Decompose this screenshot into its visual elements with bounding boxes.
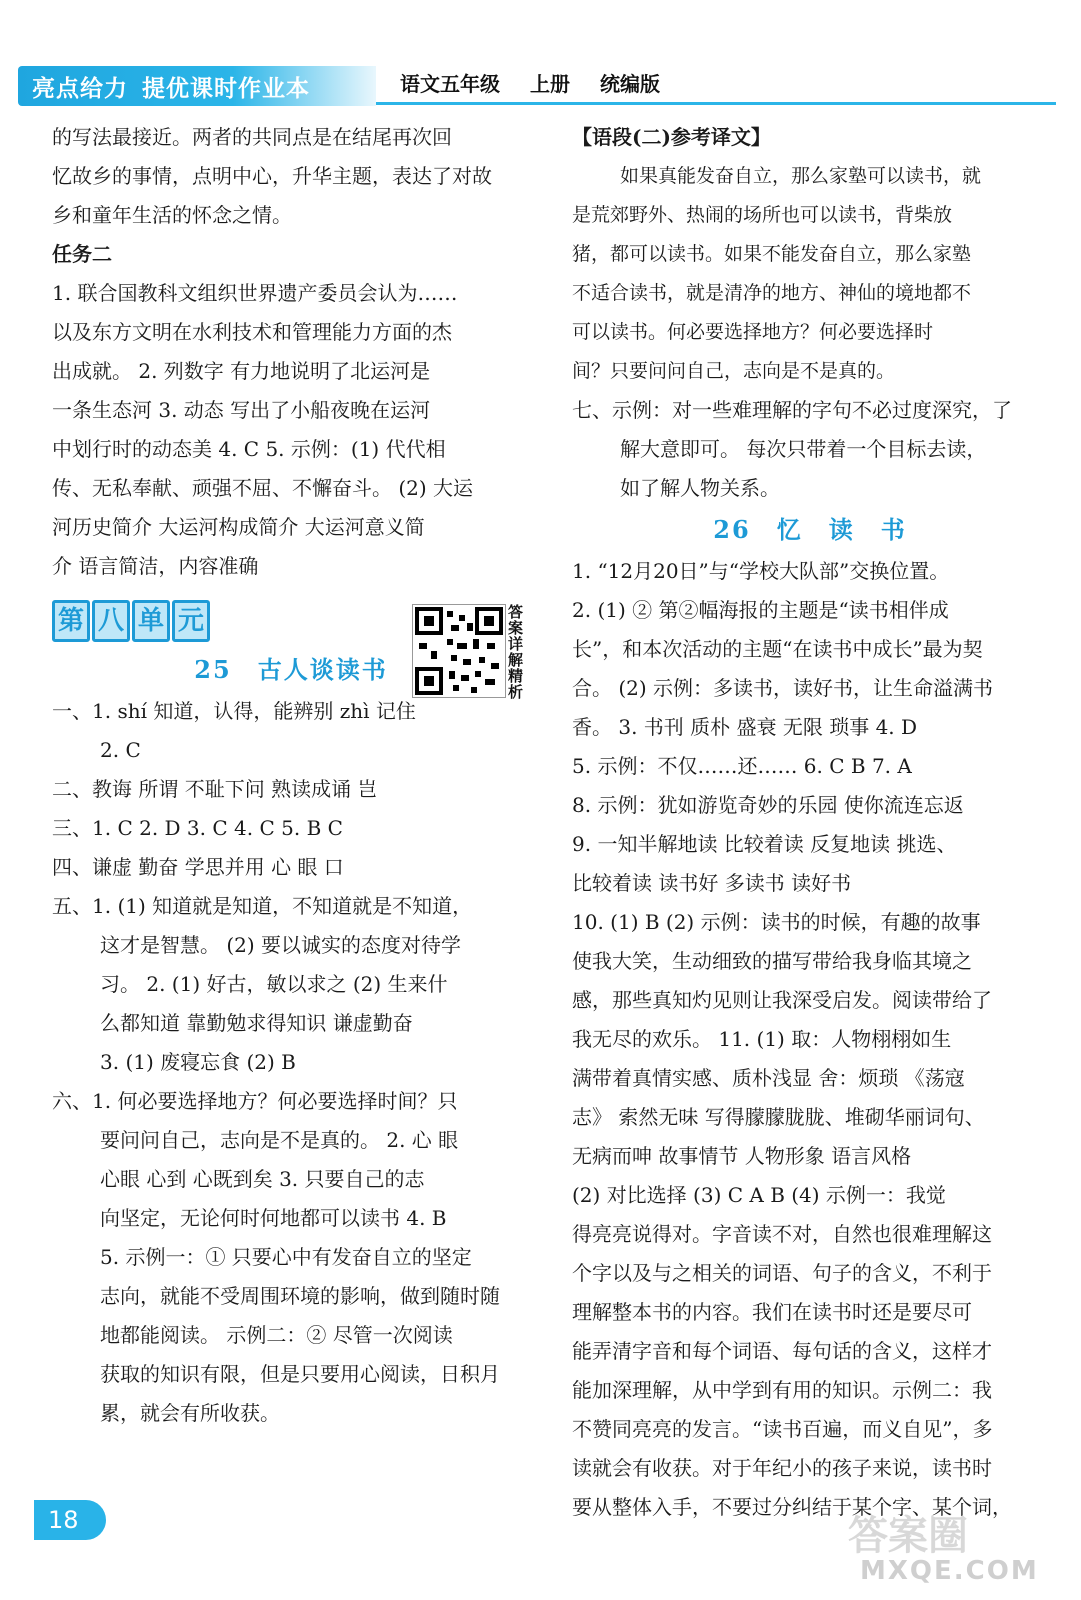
intro-paragraph <box>52 118 530 235</box>
qr-code[interactable] <box>412 604 506 698</box>
text-line: 六、1. 何必要选择地方？何必要选择时间？只 <box>52 1089 458 1113</box>
unit-title-char: 八 <box>92 600 130 642</box>
edition-label: 统编版 <box>600 72 660 96</box>
text-line: 介 语言简洁，内容准确 <box>52 554 259 578</box>
unit-title-char: 第 <box>52 600 90 642</box>
brand-title <box>32 70 310 103</box>
task2-answers <box>52 274 530 586</box>
text-line: 以及东方文明在水利技术和管理能力方面的杰 <box>52 320 452 344</box>
text-line: 一、1. shí 知道，认得，能辨别 zhì 记住 <box>52 699 416 723</box>
text-line: 志》 索然无味 写得朦朦胧胧、堆砌华丽词句、 <box>572 1105 985 1129</box>
text-line: 五、1. (1) 知道就是知道，不知道就是不知道， <box>52 894 473 918</box>
text-line: 理解整本书的内容。我们在读书时还是要尽可 <box>572 1300 972 1324</box>
text-line: 能弄清字音和每个词语、每句话的含义，这样才 <box>572 1339 992 1363</box>
text-line: 么都知道 靠勤勉求得知识 谦虚勤奋 <box>100 1011 413 1035</box>
lesson26-title: 26 忆 读 书 <box>713 515 907 544</box>
text-line: 8. 示例：犹如游览奇妙的乐园 使你流连忘返 <box>572 793 964 817</box>
text-line: 1. 联合国教科文组织世界遗产委员会认为…… <box>52 281 458 305</box>
text-line: 长”，和本次活动的主题“在读书中成长”最为契 <box>572 637 983 661</box>
text-line: 二、教诲 所谓 不耻下问 熟读成诵 岂 <box>52 777 378 801</box>
text-line: 志向，就能不受周围环境的影响，做到随时随 <box>100 1284 500 1308</box>
text-line: 间？只要问问自己，志向是不是真的。 <box>572 360 896 382</box>
text-line: 9. 一知半解地读 比较着读 反复地读 挑选、 <box>572 832 957 856</box>
text-line: 如了解人物关系。 <box>620 476 780 500</box>
text-line: 5. 示例一：① 只要心中有发奋自立的坚定 <box>100 1245 472 1269</box>
text-line: 中划行时的动态美 4. C 5. 示例：(1) 代代相 <box>52 437 446 461</box>
text-line: 是荒郊野外、热闹的场所也可以读书，背柴放 <box>572 204 953 226</box>
qr-label: 答案详解精析 <box>508 603 524 701</box>
text-line: 得亮亮说得对。字音读不对，自然也很难理解这 <box>572 1222 992 1246</box>
text-line: 5. 示例：不仅……还…… 6. C B 7. A <box>572 754 912 778</box>
text-line: 3. (1) 废寝忘食 (2) B <box>100 1050 296 1074</box>
text-line: 心眼 心到 心既到矣 3. 只要自己的志 <box>100 1167 425 1191</box>
text-line: 1. “12月20日”与“学校大队部”交换位置。 <box>572 559 950 583</box>
text-line: 无病而呻 故事情节 人物形象 语言风格 <box>572 1144 912 1168</box>
text-line: 读就会有收获。对于年纪小的孩子来说，读书时 <box>572 1456 992 1480</box>
text-line: 累，就会有所收获。 <box>100 1401 280 1425</box>
text-line: 河历史简介 大运河构成简介 大运河意义简 <box>52 515 425 539</box>
text-line: 传、无私奉献、顽强不屈、不懈奋斗。 (2) 大运 <box>52 476 474 500</box>
text-line: 2. (1) ② 第②幅海报的主题是“读书相伴成 <box>572 598 949 622</box>
subject-label: 语文五年级 <box>400 72 500 96</box>
text-line: 使我大笑，生动细致的描写带给我身临其境之 <box>572 949 972 973</box>
brand-main: 亮点给力 <box>32 76 128 102</box>
brand-banner <box>18 66 376 106</box>
text-line: 获取的知识有限，但是只要用心阅读，日积月 <box>100 1362 500 1386</box>
text-line: (2) 对比选择 (3) C A B (4) 示例一：我觉 <box>572 1183 946 1207</box>
text-line: 一条生态河 3. 动态 写出了小船夜晚在运河 <box>52 398 431 422</box>
unit-title-char: 单 <box>132 600 170 642</box>
text-line: 习。 2. (1) 好古，敏以求之 (2) 生来什 <box>100 972 448 996</box>
translation-title: 【语段(二)参考译文】 <box>572 125 771 149</box>
unit-title-char: 元 <box>172 600 210 642</box>
question7-answer <box>572 391 1048 508</box>
text-line: 忆故乡的事情，点明中心，升华主题，表达了对故 <box>52 164 492 188</box>
text-line: 要从整体入手，不要过分纠结于某个字、某个词， <box>572 1495 1012 1519</box>
brand-sub: 提优课时作业本 <box>142 76 310 102</box>
lesson26-answers <box>572 552 1048 1527</box>
text-line: 要问问自己，志向是不是真的。 2. 心 眼 <box>100 1128 459 1152</box>
text-line: 这才是智慧。 (2) 要以诚实的态度对待学 <box>100 933 462 957</box>
text-line: 不赞同亮亮的发言。“读书百遍，而义自见”，多 <box>572 1417 993 1441</box>
text-line: 2. C <box>100 738 141 762</box>
text-line: 七、示例：对一些难理解的字句不必过度深究，了 <box>572 398 1012 422</box>
header-divider <box>376 102 1056 105</box>
text-line: 可以读书。何必要选择地方？何必要选择时 <box>572 321 934 343</box>
text-line: 乡和童年生活的怀念之情。 <box>52 203 292 227</box>
page-number: 18 <box>34 1500 106 1540</box>
text-line: 比较着读 读书好 多读书 读好书 <box>572 871 852 895</box>
text-line: 的写法最接近。两者的共同点是在结尾再次回 <box>52 125 452 149</box>
text-line: 向坚定，无论何时何地都可以读书 4. B <box>100 1206 447 1230</box>
lesson25-answers <box>52 692 530 1433</box>
page-header <box>0 0 1081 110</box>
text-line: 如果真能发奋自立，那么家塾可以读书，就 <box>620 165 982 187</box>
left-column <box>52 118 530 1433</box>
text-line: 香。 3. 书刊 质朴 盛衰 无限 琐事 4. D <box>572 715 918 739</box>
volume-label: 上册 <box>530 72 570 96</box>
text-line: 感，那些真知灼见则让我深受启发。阅读带给了 <box>572 988 992 1012</box>
text-line: 解大意即可。 每次只带着一个目标去读， <box>620 437 987 461</box>
translation-text <box>572 157 1048 391</box>
text-line: 地都能阅读。 示例二：② 尽管一次阅读 <box>100 1323 453 1347</box>
text-line: 不适合读书，就是清净的地方、神仙的境地都不 <box>572 282 972 304</box>
text-line: 出成就。 2. 列数字 有力地说明了北运河是 <box>52 359 431 383</box>
task2-title: 任务二 <box>52 242 112 266</box>
text-line: 10. (1) B (2) 示例：读书的时候，有趣的故事 <box>572 910 981 934</box>
text-line: 三、1. C 2. D 3. C 4. C 5. B C <box>52 816 343 840</box>
book-info <box>400 68 690 97</box>
right-column <box>572 118 1048 1527</box>
text-line: 四、谦虚 勤奋 学思并用 心 眼 口 <box>52 855 344 879</box>
text-line: 能加深理解，从中学到有用的知识。示例二：我 <box>572 1378 992 1402</box>
lesson25-title: 25 古人谈读书 <box>194 655 388 684</box>
watermark-logo: 答案圈 <box>848 1513 968 1559</box>
text-line: 合。 (2) 示例：多读书，读好书，让生命溢满书 <box>572 676 994 700</box>
qr-code-icon <box>413 605 505 697</box>
text-line: 我无尽的欢乐。 11. (1) 取：人物栩栩如生 <box>572 1027 952 1051</box>
watermark-url: MXQE.COM <box>860 1556 1039 1586</box>
text-line: 个字以及与之相关的词语、句子的含义，不利于 <box>572 1261 992 1285</box>
text-line: 满带着真情实感、质朴浅显 舍：烦琐 《荡寇 <box>572 1066 965 1090</box>
text-line: 猪，都可以读书。如果不能发奋自立，那么家塾 <box>572 243 972 265</box>
